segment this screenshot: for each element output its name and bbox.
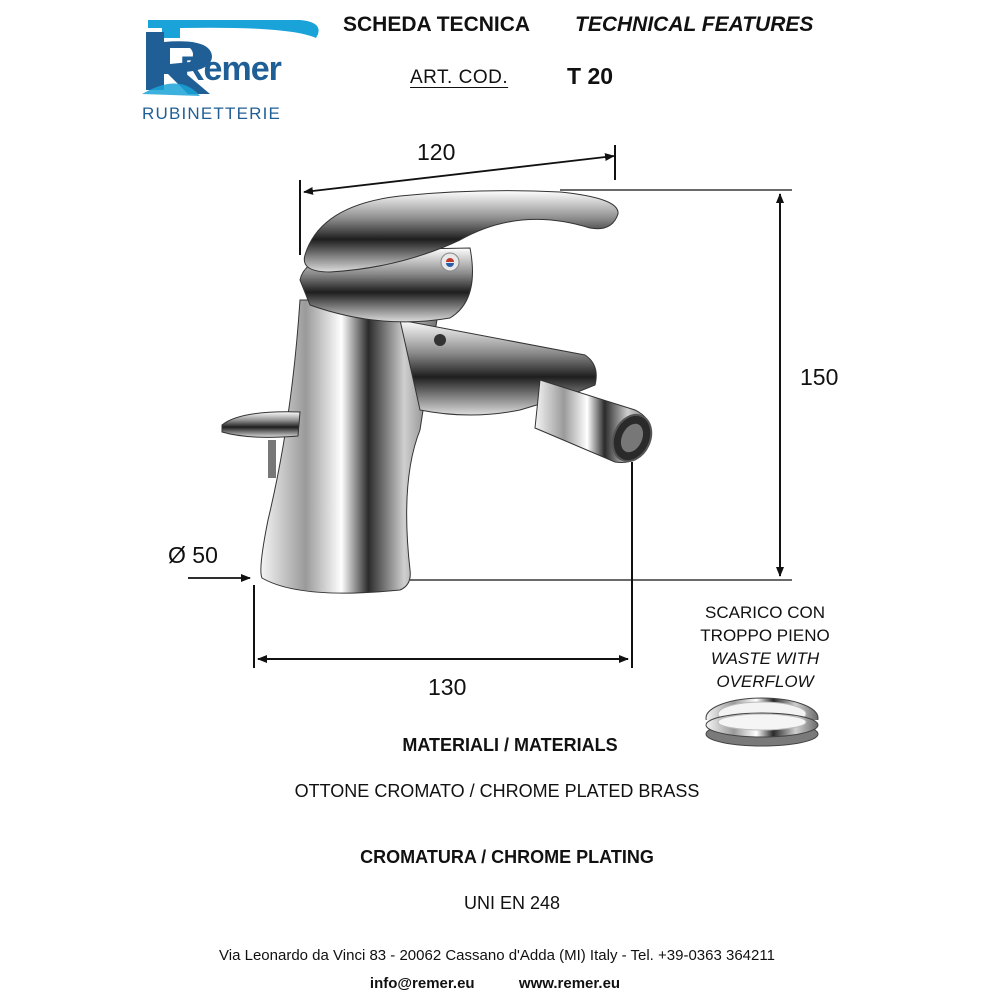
waste-caption-line2: TROPPO PIENO [700, 626, 830, 645]
art-code-label: ART. COD. [410, 67, 509, 88]
title-english: TECHNICAL FEATURES [575, 13, 814, 36]
plating-value: UNI EN 248 [463, 893, 561, 913]
plating-title: CROMATURA / CHROME PLATING [360, 847, 654, 867]
faucet-illustration [222, 191, 658, 593]
dimension-diameter-label: Ø 50 [168, 542, 218, 568]
dimension-130-label: 130 [428, 674, 467, 700]
footer-email[interactable]: info@remer.eu [369, 975, 475, 992]
footer-website[interactable]: www.remer.eu [518, 975, 621, 992]
brand-subtitle: RUBINETTERIE [142, 104, 282, 123]
footer-address: Via Leonardo da Vinci 83 - 20062 Cassano d'Adda (MI) Italy - Tel. +39-0363 364211 [219, 947, 775, 964]
waste-caption [680, 601, 850, 693]
waste-caption-line4: OVERFLOW [716, 672, 814, 691]
dimension-120-label: 120 [417, 139, 456, 165]
materials-value: OTTONE CROMATO / CHROME PLATED BRASS [294, 781, 700, 801]
title-italian: SCHEDA TECNICA [343, 13, 531, 36]
waste-caption-line1: SCARICO CON [705, 603, 825, 622]
waste-caption-line3: WASTE WITH [710, 649, 820, 668]
footer-contacts [0, 975, 995, 992]
brand-name: Remer [180, 50, 281, 88]
art-code-value: T 20 [567, 63, 614, 89]
dimension-150-label: 150 [800, 364, 839, 390]
materials-title: MATERIALI / MATERIALS [402, 735, 618, 755]
